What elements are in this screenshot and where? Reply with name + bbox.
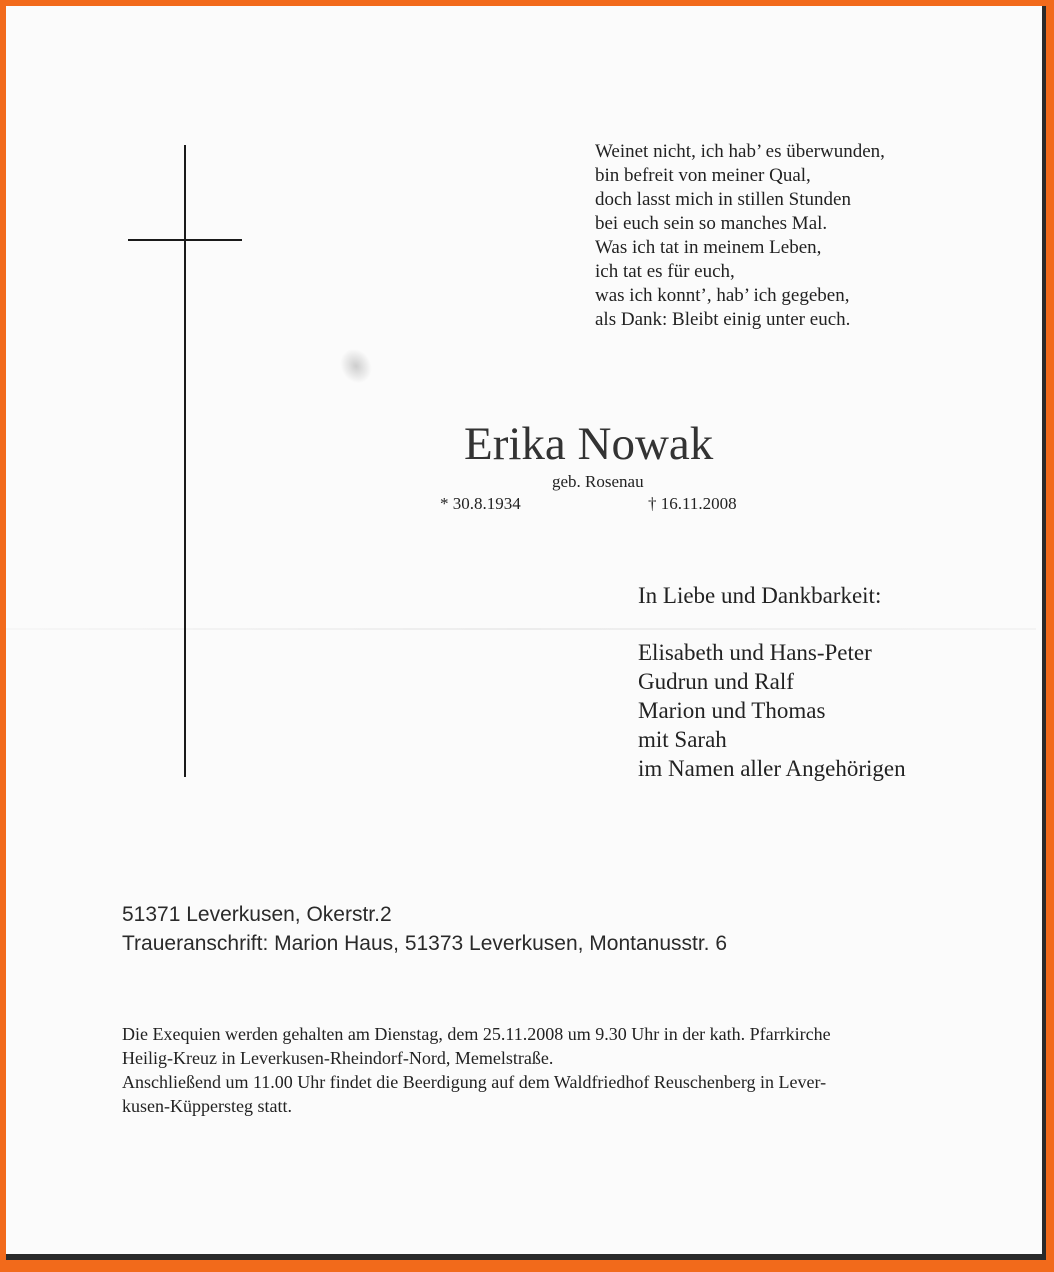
dedication-heading: In Liebe und Dankbarkeit:	[638, 583, 882, 608]
birth-date: * 30.8.1934	[440, 494, 521, 513]
death-date: † 16.11.2008	[648, 494, 737, 513]
home-address: 51371 Leverkusen, Okerstr.2	[122, 903, 392, 926]
mourners-list	[638, 638, 906, 783]
poem-line: was ich konnt’, hab’ ich gegeben,	[595, 285, 850, 306]
funeral-line: Die Exequien werden gehalten am Dienstag, dem 25.11.2008 um 9.30 Uhr in der kath. Pfarrkirche	[122, 1024, 831, 1044]
funeral-line: kusen-Küppersteg statt.	[122, 1096, 292, 1116]
poem-line: ich tat es für euch,	[595, 261, 735, 282]
address-block	[122, 900, 727, 958]
mourner-item: Gudrun und Ralf	[638, 669, 794, 694]
obituary-card	[6, 6, 1046, 1260]
mourner-item: Elisabeth und Hans-Peter	[638, 640, 872, 665]
poem-line: bin befreit von meiner Qual,	[595, 165, 811, 186]
poem-line: doch lasst mich in stillen Stunden	[595, 189, 851, 210]
cross-horizontal-bar	[128, 239, 242, 241]
maiden-name: geb. Rosenau	[552, 472, 644, 491]
deceased-name: Erika Nowak	[464, 418, 714, 470]
paper-smudge	[334, 343, 378, 389]
poem-line: bei euch sein so manches Mal.	[595, 213, 828, 234]
paper-fold-line	[6, 628, 1036, 630]
mourner-item: im Namen aller Angehörigen	[638, 756, 906, 781]
funeral-line: Anschließend um 11.00 Uhr findet die Beerdigung auf dem Waldfriedhof Reuschenberg in Lever-	[122, 1072, 827, 1092]
poem-line: Was ich tat in meinem Leben,	[595, 237, 822, 258]
memorial-poem	[595, 140, 885, 332]
funeral-line: Heilig-Kreuz in Leverkusen-Rheindorf-Nord, Memelstraße.	[122, 1048, 554, 1068]
mourner-item: Marion und Thomas	[638, 698, 826, 723]
poem-line: als Dank: Bleibt einig unter euch.	[595, 309, 851, 330]
funeral-details	[122, 1022, 952, 1118]
mourner-item: mit Sarah	[638, 727, 727, 752]
mourning-address: Traueranschrift: Marion Haus, 51373 Leverkusen, Montanusstr. 6	[122, 932, 728, 955]
poem-line: Weinet nicht, ich hab’ es überwunden,	[595, 141, 885, 162]
